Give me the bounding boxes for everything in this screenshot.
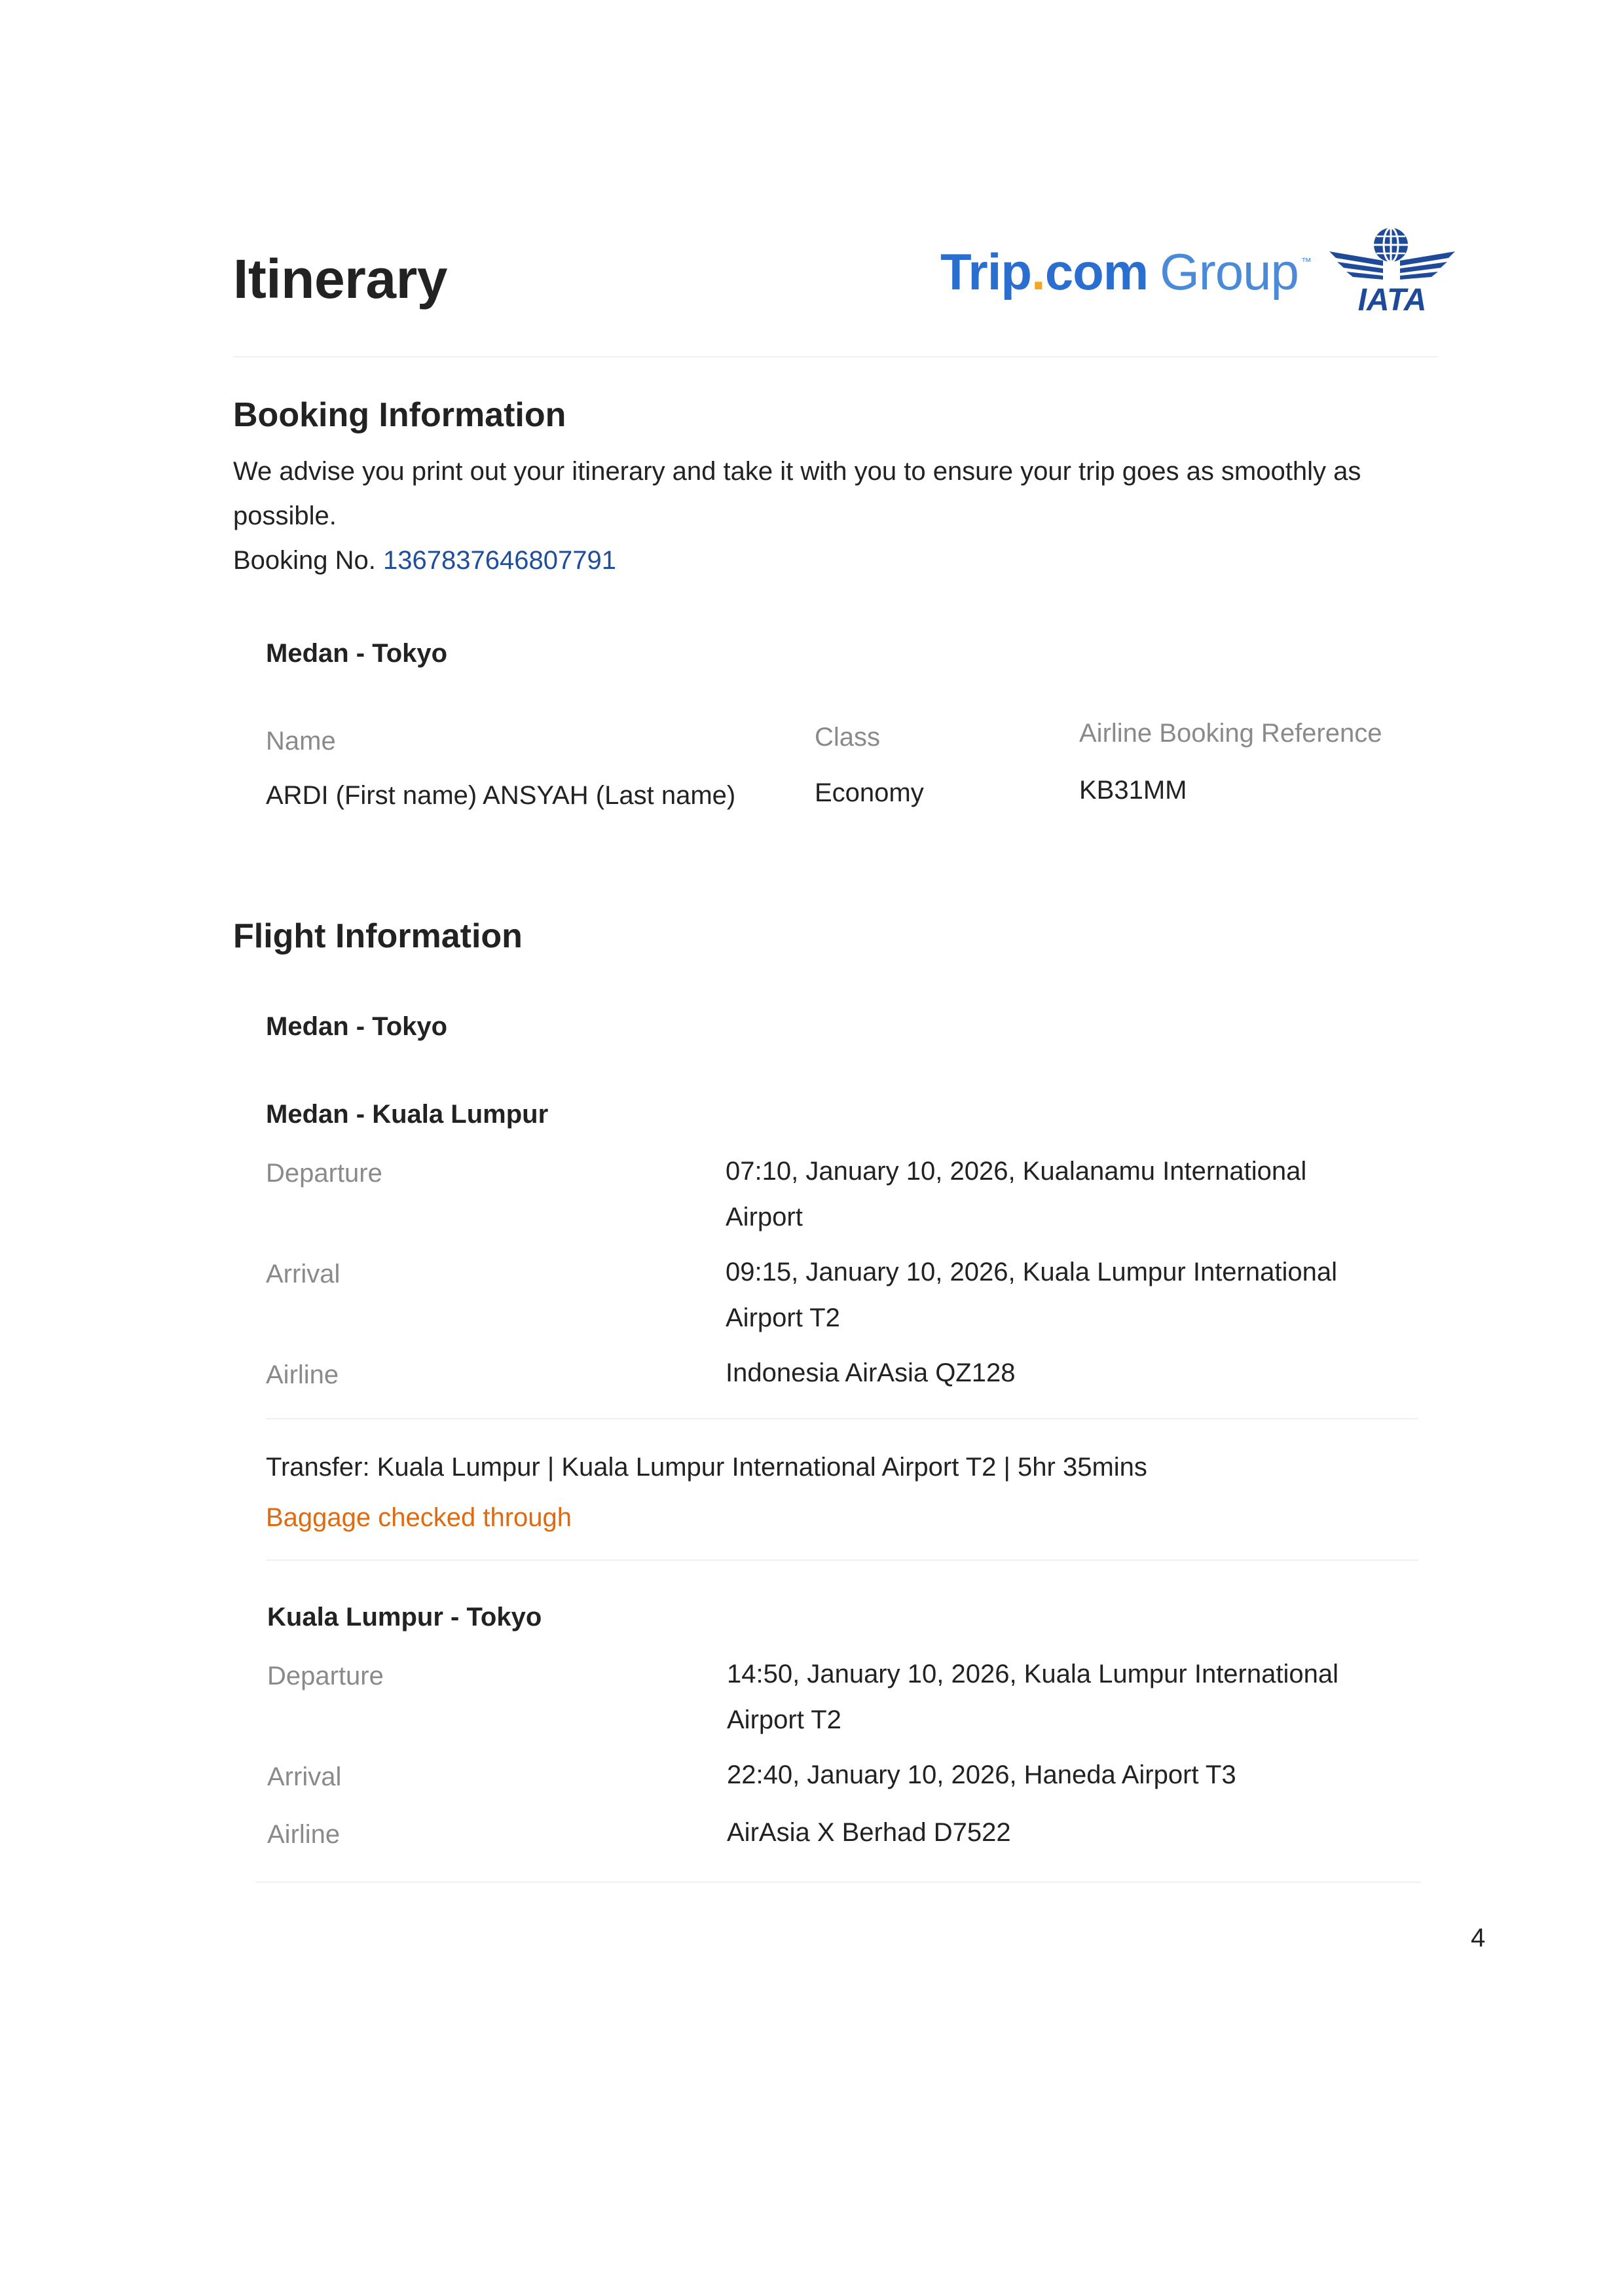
flight-info-heading: Flight Information [233,917,523,955]
segment-1-arrival-line-1: 09:15, January 10, 2026, Kuala Lumpur International [726,1258,1337,1286]
iata-logo-text: IATA [1357,283,1427,313]
segment-2-departure-line-1: 14:50, January 10, 2026, Kuala Lumpur International [727,1660,1338,1688]
logo-com-text: com [1044,243,1149,301]
booking-route: Medan - Tokyo [266,639,448,668]
flight-route: Medan - Tokyo [266,1012,448,1041]
booking-advice [233,449,1477,583]
transfer-top-divider [266,1418,1418,1419]
booking-advice-line-2: possible. [233,501,337,530]
segment-1-arrival-label: Arrival [266,1260,341,1288]
booking-info-heading: Booking Information [233,396,566,434]
segment-2-airline-value: AirAsia X Berhad D7522 [727,1818,1011,1847]
transfer-info: Transfer: Kuala Lumpur | Kuala Lumpur International Airport T2 | 5hr 35mins [266,1453,1147,1482]
logo-trip-text: Trip [940,243,1032,301]
column-header-class: Class [815,723,881,752]
segment-2-airline-label: Airline [267,1820,341,1849]
segment-2-arrival-label: Arrival [267,1762,342,1791]
segment-2-departure-label: Departure [267,1662,384,1690]
segment-1-title: Medan - Kuala Lumpur [266,1100,549,1129]
booking-number-line [233,538,1477,583]
column-header-name: Name [266,727,336,756]
segment-1-departure-line-1: 07:10, January 10, 2026, Kualanamu International [726,1157,1307,1186]
transfer-bottom-divider [266,1559,1418,1561]
airline-booking-reference: KB31MM [1079,776,1187,805]
tripcom-group-logo [940,242,1312,302]
booking-number-label: Booking No. [233,546,376,575]
booking-advice-line-1: We advise you print out your itinerary and take it with you to ensure your trip goes as smoothly as [233,457,1361,486]
logo-dot: . [1031,243,1045,301]
segment-1-arrival-value [726,1249,1337,1341]
page-number: 4 [1471,1923,1486,1952]
baggage-checked-through: Baggage checked through [266,1503,572,1532]
segment-2-departure-line-2: Airport T2 [727,1705,841,1734]
logo-group-text: Group [1160,243,1299,301]
header-divider [233,356,1438,357]
segment-1-arrival-line-2: Airport T2 [726,1303,840,1332]
page-title: Itinerary [233,248,447,310]
segment-1-airline-value: Indonesia AirAsia QZ128 [726,1358,1016,1387]
segment-1-airline-label: Airline [266,1360,339,1389]
segment-1-departure-value [726,1148,1306,1240]
passenger-name: ARDI (First name) ANSYAH (Last name) [266,781,736,810]
logo-trip-wordmark [940,242,1148,302]
iata-logo-icon [1327,227,1458,313]
segment-2-departure-value [727,1651,1338,1743]
column-header-reference: Airline Booking Reference [1079,719,1382,748]
logo-trademark: ™ [1301,257,1312,268]
passenger-class: Economy [815,778,924,807]
segment-2-arrival-value: 22:40, January 10, 2026, Haneda Airport T3 [727,1760,1236,1789]
flight-bottom-divider [255,1882,1421,1883]
segment-1-departure-line-2: Airport [726,1203,803,1231]
segment-2-title: Kuala Lumpur - Tokyo [267,1603,542,1631]
booking-number[interactable]: 1367837646807791 [383,546,616,575]
segment-1-departure-label: Departure [266,1159,382,1188]
